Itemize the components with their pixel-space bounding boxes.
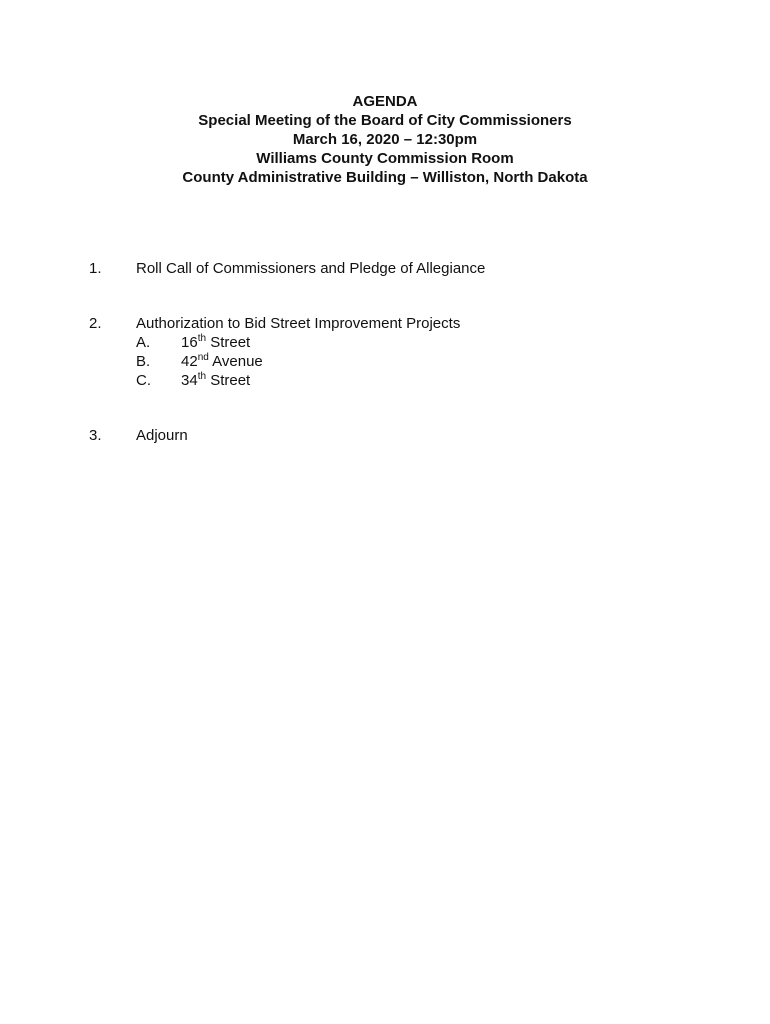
agenda-item-number: 3. bbox=[89, 427, 102, 444]
agenda-item-3 bbox=[89, 426, 709, 445]
subitem-number: 42 bbox=[181, 353, 198, 370]
subitem-text: Street bbox=[206, 372, 251, 389]
agenda-item-number: 1. bbox=[89, 260, 102, 277]
agenda-item-text: Adjourn bbox=[136, 427, 188, 444]
agenda-header bbox=[0, 92, 770, 187]
agenda-subitem-c bbox=[136, 371, 709, 390]
agenda-subitem-a bbox=[136, 333, 709, 352]
subitem-ordinal: nd bbox=[197, 352, 209, 363]
agenda-item-number: 2. bbox=[89, 315, 102, 332]
meeting-location: County Administrative Building – Williston, North Dakota bbox=[182, 169, 588, 186]
meeting-name: Special Meeting of the Board of City Commissioners bbox=[198, 112, 572, 129]
subitem-number: 16 bbox=[181, 334, 198, 351]
agenda-item-2 bbox=[89, 314, 709, 390]
subitem-text: Avenue bbox=[208, 353, 263, 370]
subitem-letter: A. bbox=[136, 334, 151, 351]
subitem-letter: B. bbox=[136, 353, 151, 370]
meeting-room: Williams County Commission Room bbox=[256, 150, 514, 167]
agenda-item-1 bbox=[89, 259, 709, 278]
subitem-number: 34 bbox=[181, 372, 198, 389]
subitem-ordinal: th bbox=[197, 371, 207, 382]
agenda-title: AGENDA bbox=[352, 93, 418, 110]
agenda-subitem-b bbox=[136, 352, 709, 371]
agenda-item-text: Roll Call of Commissioners and Pledge of Allegiance bbox=[136, 260, 486, 277]
agenda-item-text: Authorization to Bid Street Improvement Projects bbox=[136, 315, 461, 332]
subitem-letter: C. bbox=[136, 372, 151, 389]
subitem-ordinal: th bbox=[197, 333, 207, 344]
agenda-list bbox=[89, 259, 709, 445]
meeting-date-time: March 16, 2020 – 12:30pm bbox=[292, 131, 478, 148]
subitem-text: Street bbox=[206, 334, 251, 351]
